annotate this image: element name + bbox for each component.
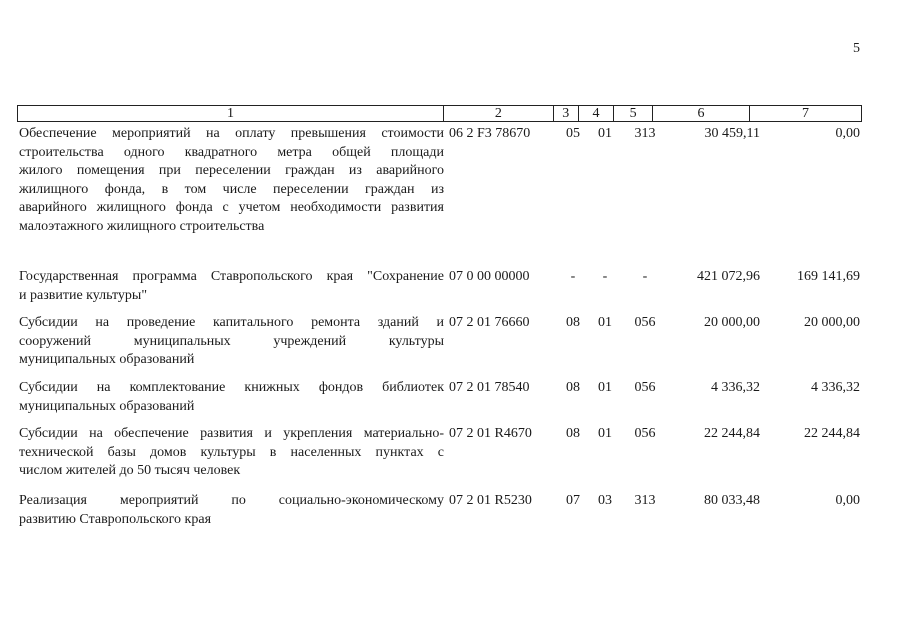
row-description <box>19 425 444 481</box>
description-line: жилого помещения при переселении граждан из аварийного <box>19 163 444 178</box>
description-line: сооружений муниципальных учреждений культуры <box>19 333 444 349</box>
row-description <box>19 125 444 236</box>
expense-type-code: 056 <box>634 315 656 330</box>
description-line: малоэтажного жилищного строительства <box>19 218 265 234</box>
page-number: 5 <box>853 41 860 56</box>
amount-column-7: 0,00 <box>835 493 860 508</box>
row-description <box>19 314 444 370</box>
expense-type-code: 056 <box>634 426 656 441</box>
description-line: жилищного фонда, в том числе переселении граждан из <box>19 181 444 197</box>
subsection-code: 01 <box>598 380 612 395</box>
amount-column-7: 22 244,84 <box>804 426 860 441</box>
column-header-1: 1 <box>226 106 234 121</box>
expense-type-code: 313 <box>634 493 656 508</box>
description-line: аварийного жилищного фонда с учетом необходимости развития <box>19 200 444 215</box>
expense-type-code: 313 <box>634 126 656 141</box>
column-header-7: 7 <box>749 106 861 121</box>
row-description <box>19 379 444 416</box>
row-description <box>19 492 444 529</box>
amount-column-7: 4 336,32 <box>811 380 860 395</box>
amount-column-6: 80 033,48 <box>704 493 760 508</box>
description-line: строительства одного квадратного метра общей площади <box>19 144 444 160</box>
amount-column-6: 22 244,84 <box>704 426 760 441</box>
amount-column-7: 169 141,69 <box>797 269 860 284</box>
amount-column-6: 20 000,00 <box>704 315 760 330</box>
amount-column-7: 20 000,00 <box>804 315 860 330</box>
column-header-5: 5 <box>613 106 652 121</box>
subsection-code: 03 <box>598 493 612 508</box>
amount-column-6: 421 072,96 <box>697 269 760 284</box>
description-line: Обеспечение мероприятий на оплату превышения стоимости <box>19 126 444 141</box>
target-code: 07 2 01 R5230 <box>449 493 532 508</box>
row-description <box>19 268 444 305</box>
target-code: 06 2 F3 78670 <box>449 126 531 141</box>
column-header-6: 6 <box>652 106 749 121</box>
description-line: и развитие культуры" <box>19 287 148 303</box>
expense-type-code: 056 <box>634 380 656 395</box>
section-code: 05 <box>566 126 580 141</box>
description-line: Реализация мероприятий по социально-экономическому <box>19 493 444 508</box>
table-header <box>17 105 862 122</box>
description-line: муниципальных образований <box>19 352 195 367</box>
description-line: технической базы домов культуры в населенных пунктах с <box>19 444 444 460</box>
section-code: 08 <box>566 380 580 395</box>
subsection-code: 01 <box>598 315 612 330</box>
section-code: - <box>570 269 576 284</box>
target-code: 07 2 01 78540 <box>449 380 530 395</box>
expense-type-code: - <box>642 269 648 284</box>
description-line: Субсидии на комплектование книжных фондов библиотек <box>19 380 444 395</box>
column-header-4: 4 <box>578 106 614 121</box>
column-header-3: 3 <box>553 106 578 121</box>
column-header-2: 2 <box>443 106 553 121</box>
subsection-code: 01 <box>598 426 612 441</box>
subsection-code: 01 <box>598 126 612 141</box>
amount-column-6: 4 336,32 <box>711 380 760 395</box>
description-line: Субсидии на обеспечение развития и укрепления материально- <box>19 426 444 441</box>
amount-column-7: 0,00 <box>835 126 860 141</box>
section-code: 08 <box>566 426 580 441</box>
target-code: 07 2 01 R4670 <box>449 426 532 441</box>
description-line: Субсидии на проведение капитального ремонта зданий и <box>19 315 444 330</box>
section-code: 08 <box>566 315 580 330</box>
target-code: 07 2 01 76660 <box>449 315 530 330</box>
subsection-code: - <box>602 269 608 284</box>
description-line: Государственная программа Ставропольского края "Сохранение <box>19 269 444 284</box>
amount-column-6: 30 459,11 <box>704 126 760 141</box>
description-line: числом жителей до 50 тысяч человек <box>19 463 241 478</box>
description-line: развитию Ставропольского края <box>19 511 212 527</box>
section-code: 07 <box>566 493 580 508</box>
target-code: 07 0 00 00000 <box>449 269 530 284</box>
description-line: муниципальных образований <box>19 398 195 414</box>
